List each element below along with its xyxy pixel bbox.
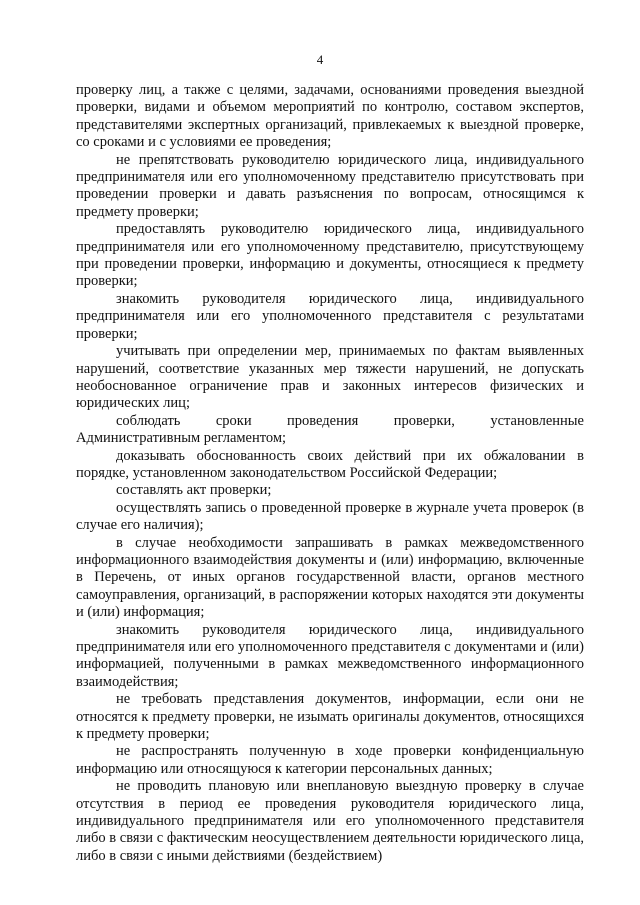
paragraph: доказывать обоснованность своих действий при их обжаловании в порядке, установленном законодательством Российской Федерации;: [76, 447, 584, 481]
document-body: [76, 82, 584, 865]
paragraph: осуществлять запись о проведенной проверке в журнале учета проверок (в случае его наличия);: [76, 499, 584, 534]
paragraph: не распространять полученную в ходе проверки конфиденциальную информацию или относящуюся к категории персональных данных;: [76, 743, 584, 777]
paragraph: не проводить плановую или внеплановую выездную проверку в случае отсутствия в период ее проведения руководителя юридического лица, индивидуального предпринимателя или его уполномоченного представителя либо в связи с фактическим неосуществлением деятельности юридического лица, либо в связи с иными действиями (бездействием): [76, 778, 584, 864]
paragraph: проверку лиц, а также с целями, задачами, основаниями проведения выездной проверки, видами и объемом мероприятий по контролю, составом экспертов, представителями экспертных организаций, привлекаемых к выездной проверке, со сроками и с условиями ее проведения;: [76, 82, 584, 151]
paragraph: учитывать при определении мер, принимаемых по фактам выявленных нарушений, соответствие указанных мер тяжести нарушений, не допускать необоснованное ограничение прав и законных интересов физических и юридических лиц;: [76, 343, 584, 412]
paragraph: составлять акт проверки;: [116, 482, 272, 499]
paragraph: предоставлять руководителю юридического лица, индивидуального предпринимателя или его уполномоченному представителю, присутствующему при проведении проверки, информацию и документы, относящиеся к предмету проверки;: [76, 221, 584, 290]
paragraph: соблюдать сроки проведения проверки, установленные Административным регламентом;: [76, 412, 584, 447]
page-number: 4: [316, 52, 324, 67]
paragraph: в случае необходимости запрашивать в рамках межведомственного информационного взаимодействия документы и (или) информацию, включенные в Перечень, от иных органов государственной власти, органов местного самоуправления, организаций, в распоряжении которых находятся эти документы и (или) информация;: [76, 534, 584, 621]
paragraph: знакомить руководителя юридического лица, индивидуального предпринимателя или его уполномоченного представителя с результатами проверки;: [76, 290, 584, 342]
paragraph: не требовать представления документов, информации, если они не относятся к предмету проверки, не изымать оригиналы документов, относящихся к предмету проверки;: [76, 691, 584, 743]
paragraph: знакомить руководителя юридического лица, индивидуального предпринимателя или его уполномоченного представителя с документами и (или) информацией, полученными в рамках межведомственного информационного взаимодействия;: [76, 621, 584, 690]
paragraph: не препятствовать руководителю юридического лица, индивидуального предпринимателя или его уполномоченному представителю присутствовать при проведении проверки и давать разъяснения по вопросам, относящимся к предмету проверки;: [76, 151, 584, 220]
